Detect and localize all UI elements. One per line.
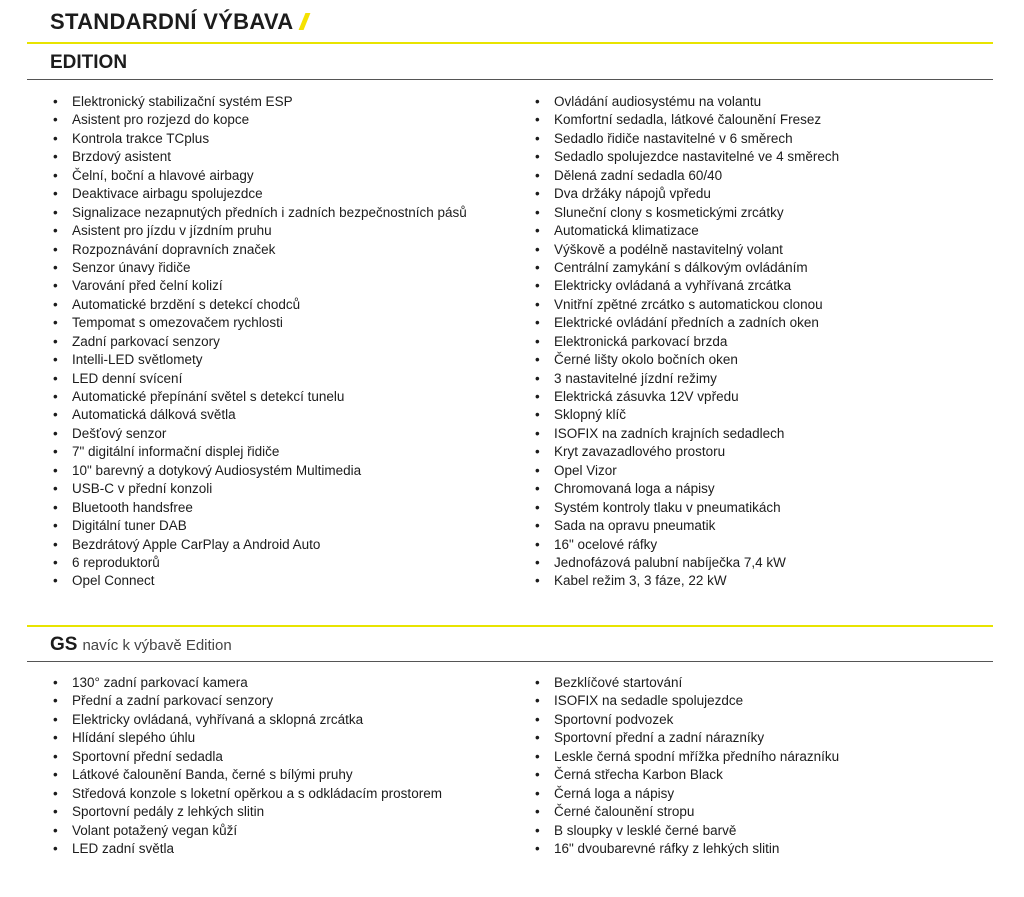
list-item: • Sklopný klíč (532, 406, 839, 424)
edition-list-right (532, 93, 839, 591)
gs-top-divider (27, 625, 993, 627)
list-item: • Černá střecha Karbon Black (532, 766, 839, 784)
title-divider (27, 42, 993, 44)
list-item: • LED denní svícení (50, 370, 467, 388)
edition-title: EDITION (50, 52, 128, 73)
list-item: • Brzdový asistent (50, 148, 467, 166)
list-item: • Sportovní pedály z lehkých slitin (50, 803, 442, 821)
list-item: • Intelli-LED světlomety (50, 351, 467, 369)
list-item: • Elektricky ovládaná a vyhřívaná zrcátka (532, 277, 839, 295)
page-title-text: STANDARDNÍ VÝBAVA (50, 9, 294, 34)
list-item: • Dešťový senzor (50, 425, 467, 443)
list-item: • LED zadní světla (50, 840, 442, 858)
list-item: • Hlídání slepého úhlu (50, 729, 442, 747)
list-item: • Opel Connect (50, 572, 467, 590)
list-item: • 7" digitální informační displej řidiče (50, 443, 467, 461)
list-item: • Ovládání audiosystému na volantu (532, 93, 839, 111)
list-item: • USB-C v přední konzoli (50, 480, 467, 498)
list-item: • Látkové čalounění Banda, černé s bílými pruhy (50, 766, 442, 784)
list-item: • Automatická klimatizace (532, 222, 839, 240)
list-item: • Digitální tuner DAB (50, 517, 467, 535)
list-item: • B sloupky v lesklé černé barvě (532, 822, 839, 840)
list-item: • Čelní, boční a hlavové airbagy (50, 167, 467, 185)
list-item: • Sportovní podvozek (532, 711, 839, 729)
list-item: • Bezdrátový Apple CarPlay a Android Auto (50, 536, 467, 554)
list-item: • Sedadlo řidiče nastavitelné v 6 směrech (532, 130, 839, 148)
list-item: • Sportovní přední sedadla (50, 748, 442, 766)
list-item: • Elektrická zásuvka 12V vpředu (532, 388, 839, 406)
gs-title: GS (50, 634, 78, 655)
list-item: • Elektronická parkovací brzda (532, 333, 839, 351)
list-item: • Systém kontroly tlaku v pneumatikách (532, 499, 839, 517)
list-item: • Rozpoznávání dopravních značek (50, 241, 467, 259)
list-item: • Černá loga a nápisy (532, 785, 839, 803)
accent-slash-icon (299, 13, 311, 30)
list-item: • Sedadlo spolujezdce nastavitelné ve 4 směrech (532, 148, 839, 166)
list-item: • Varování před čelní kolizí (50, 277, 467, 295)
list-item: • Volant potažený vegan kůží (50, 822, 442, 840)
gs-list-right (532, 674, 839, 858)
list-item: • Kabel režim 3, 3 fáze, 22 kW (532, 572, 839, 590)
list-item: • Vnitřní zpětné zrcátko s automatickou clonou (532, 296, 839, 314)
list-item: • Automatické přepínání světel s detekcí tunelu (50, 388, 467, 406)
list-item: • Deaktivace airbagu spolujezdce (50, 185, 467, 203)
list-item: • Černé čalounění stropu (532, 803, 839, 821)
list-item: • 16" dvoubarevné ráfky z lehkých slitin (532, 840, 839, 858)
list-item: • Elektrické ovládání předních a zadních oken (532, 314, 839, 332)
list-item: • Elektricky ovládaná, vyhřívaná a sklopná zrcátka (50, 711, 442, 729)
list-item: • Asistent pro jízdu v jízdním pruhu (50, 222, 467, 240)
page-title (50, 9, 307, 35)
list-item: • Středová konzole s loketní opěrkou a s odkládacím prostorem (50, 785, 442, 803)
gs-list-left (50, 674, 442, 858)
list-item: • Jednofázová palubní nabíječka 7,4 kW (532, 554, 839, 572)
list-item: • Dělená zadní sedadla 60/40 (532, 167, 839, 185)
list-item: • 16" ocelové ráfky (532, 536, 839, 554)
list-item: • ISOFIX na zadních krajních sedadlech (532, 425, 839, 443)
list-item: • Senzor únavy řidiče (50, 259, 467, 277)
edition-list-left (50, 93, 467, 591)
list-item: • Centrální zamykání s dálkovým ovládáním (532, 259, 839, 277)
list-item: • ISOFIX na sedadle spolujezdce (532, 692, 839, 710)
list-item: • Elektronický stabilizační systém ESP (50, 93, 467, 111)
list-item: • 6 reproduktorů (50, 554, 467, 572)
list-item: • 3 nastavitelné jízdní režimy (532, 370, 839, 388)
edition-divider (27, 79, 993, 80)
list-item: • Výškově a podélně nastavitelný volant (532, 241, 839, 259)
list-item: • Dva držáky nápojů vpředu (532, 185, 839, 203)
list-item: • Chromovaná loga a nápisy (532, 480, 839, 498)
list-item: • Tempomat s omezovačem rychlosti (50, 314, 467, 332)
list-item: • 130° zadní parkovací kamera (50, 674, 442, 692)
list-item: • Sluneční clony s kosmetickými zrcátky (532, 204, 839, 222)
list-item: • Signalizace nezapnutých předních i zadních bezpečnostních pásů (50, 204, 467, 222)
list-item: • Automatické brzdění s detekcí chodců (50, 296, 467, 314)
list-item: • Přední a zadní parkovací senzory (50, 692, 442, 710)
list-item: • Kryt zavazadlového prostoru (532, 443, 839, 461)
list-item: • Sportovní přední a zadní nárazníky (532, 729, 839, 747)
list-item: • Leskle černá spodní mřížka předního nárazníku (532, 748, 839, 766)
gs-section-title (50, 634, 232, 656)
list-item: • Automatická dálková světla (50, 406, 467, 424)
gs-subtitle: navíc k výbavě Edition (82, 637, 232, 654)
list-item: • Opel Vizor (532, 462, 839, 480)
edition-section-title (50, 52, 127, 74)
list-item: • Bezklíčové startování (532, 674, 839, 692)
list-item: • Bluetooth handsfree (50, 499, 467, 517)
gs-divider (27, 661, 993, 662)
list-item: • 10" barevný a dotykový Audiosystém Multimedia (50, 462, 467, 480)
list-item: • Asistent pro rozjezd do kopce (50, 111, 467, 129)
list-item: • Kontrola trakce TCplus (50, 130, 467, 148)
list-item: • Zadní parkovací senzory (50, 333, 467, 351)
list-item: • Komfortní sedadla, látkové čalounění Fresez (532, 111, 839, 129)
list-item: • Sada na opravu pneumatik (532, 517, 839, 535)
list-item: • Černé lišty okolo bočních oken (532, 351, 839, 369)
